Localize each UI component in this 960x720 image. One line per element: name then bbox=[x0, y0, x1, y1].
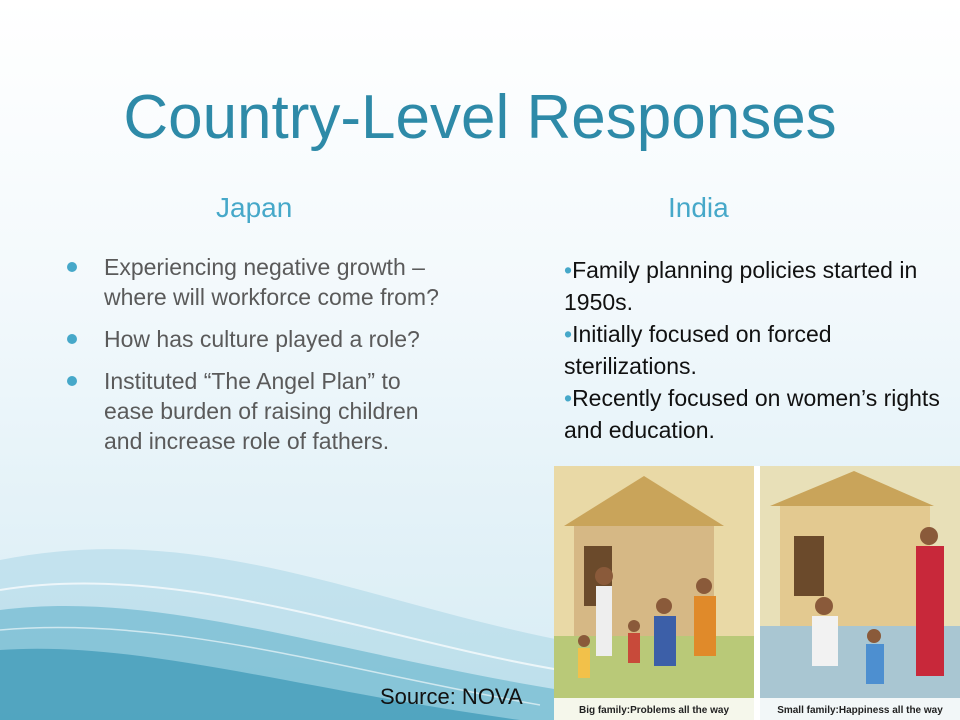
left-caption: Big family:Problems all the way bbox=[578, 705, 730, 716]
bullet-glyph: • bbox=[564, 385, 573, 411]
list-item bbox=[564, 382, 958, 446]
india-point-text: Initially focused on forced sterilizations. bbox=[564, 321, 832, 379]
list-item bbox=[564, 318, 958, 382]
small-family-panel bbox=[760, 466, 960, 720]
japan-bullet-text: How has culture played a role? bbox=[104, 326, 420, 352]
list-item bbox=[564, 254, 958, 318]
big-family-panel bbox=[554, 466, 754, 720]
list-item bbox=[66, 252, 456, 312]
japan-bullet-text: Experiencing negative growth – where will workforce come from? bbox=[104, 254, 439, 310]
family-planning-illustration bbox=[554, 466, 960, 720]
bullet-dot-icon bbox=[67, 262, 77, 272]
india-point-list bbox=[564, 254, 958, 446]
list-item bbox=[66, 324, 456, 354]
source-credit: Source: NOVA bbox=[380, 684, 523, 709]
bullet-dot-icon bbox=[67, 334, 77, 344]
right-caption: Small family:Happiness all the way bbox=[777, 705, 943, 716]
japan-bullet-list bbox=[66, 252, 456, 468]
india-heading: India bbox=[668, 192, 729, 223]
bullet-glyph: • bbox=[564, 257, 573, 283]
bullet-dot-icon bbox=[67, 376, 77, 386]
slide-title: Country-Level Responses bbox=[123, 83, 837, 152]
bullet-glyph: • bbox=[564, 321, 573, 347]
india-point-text: Recently focused on women’s rights and education. bbox=[564, 385, 940, 443]
list-item bbox=[66, 366, 456, 456]
japan-bullet-text: Instituted “The Angel Plan” to ease burden of raising children and increase role of fathers. bbox=[104, 368, 419, 454]
japan-heading: Japan bbox=[216, 192, 293, 223]
india-point-text: Family planning policies started in 1950s. bbox=[564, 257, 918, 315]
